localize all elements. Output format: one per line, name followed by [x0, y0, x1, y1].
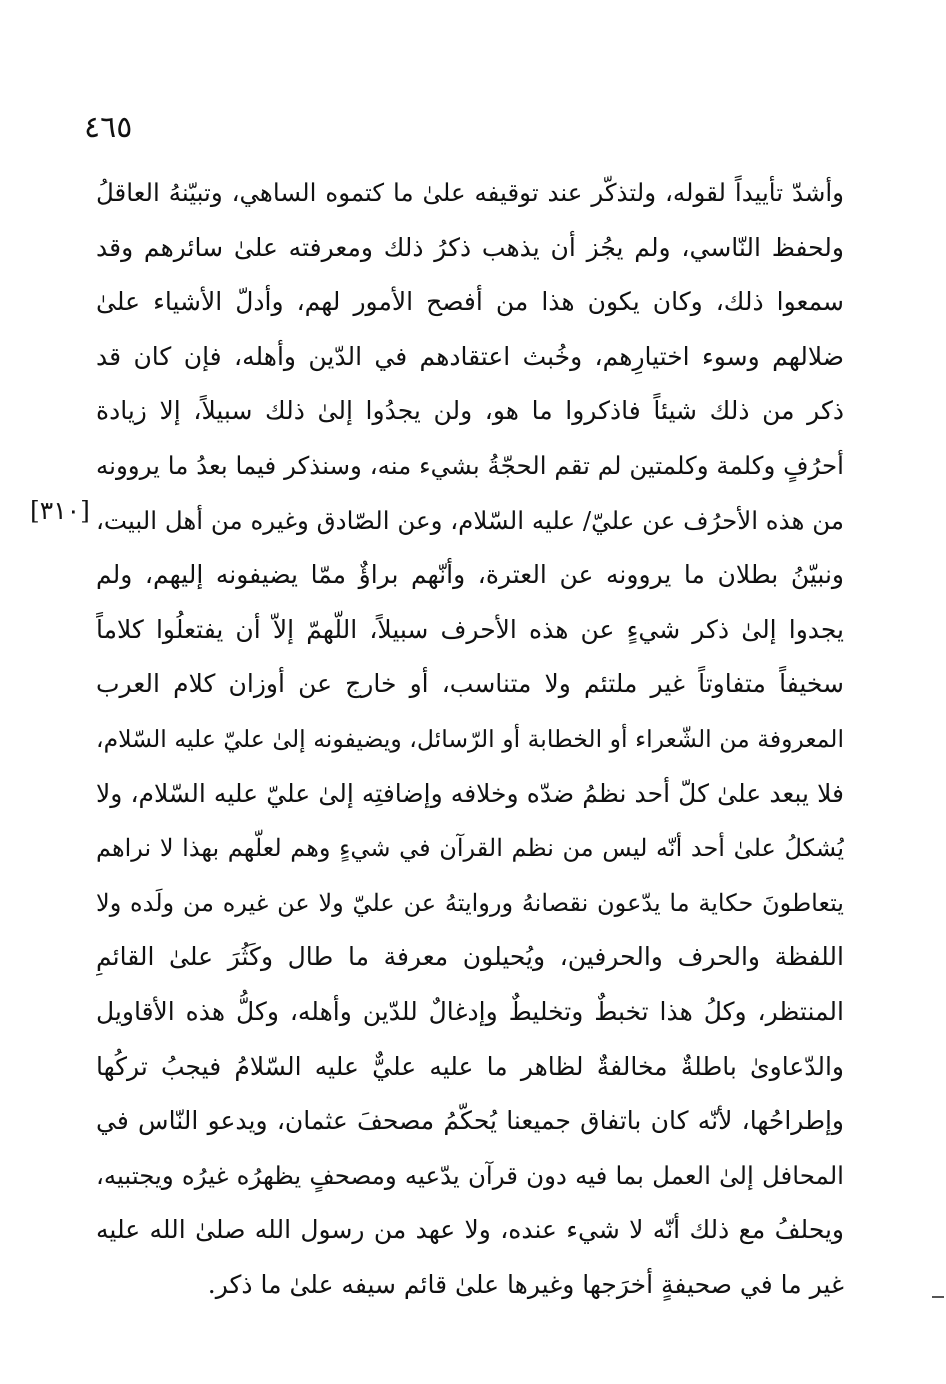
text-line: فلا يبعد علىٰ كلّ أحد نظمُ ضدّه وخلافه وإضافتِه إلىٰ عليّ عليه السّلام، ولا	[96, 778, 844, 808]
text-line: والدّعاوىٰ باطلةٌ مخالفةٌ لظاهر ما عليه عليٌّ عليه السّلامُ فيجبُ تركُها	[96, 1051, 844, 1081]
text-line: سخيفاً متفاوتاً غير ملتئم ولا متناسب، أو خارج عن أوزان كلام العرب	[96, 669, 844, 699]
text-line: وأشدّ تأييداً لقوله، ولتذكّر عند توقيفه علىٰ ما كتموه الساهي، وتبيّنهُ العاقلُ	[96, 178, 844, 207]
body-text	[96, 166, 844, 1312]
text-line: ونبيّنُ بطلان ما يروونه عن العترة، وأنّهم براؤٌ ممّا يضيفونه إليهم، ولم	[96, 560, 844, 590]
text-line: ضلالهم وسوء اختيارِهم، وخُبث اعتقادهم في الدّين وأهله، فإن كان قد	[96, 341, 844, 371]
text-line: يجدوا إلىٰ ذكر شيءٍ عن هذه الأحرف سبيلاً، اللّهمّ إلاّ أن يفتعلُوا كلاماً	[96, 614, 844, 644]
text-line: ذكر من ذلك شيئاً فاذكروا ما هو، ولن يجدُوا إلىٰ ذلك سبيلاً، إلا زيادة	[96, 396, 844, 426]
text-line: ويحلفُ مع ذلك أنّه لا شيء عنده، ولا عهد من رسول الله صلىٰ الله عليه	[96, 1215, 844, 1245]
page-number: ٤٦٥	[84, 110, 133, 145]
text-line: غير ما في صحيفةٍ أخرَجها وغيرها علىٰ قائم سيفه علىٰ ما ذكر.	[207, 1269, 844, 1299]
margin-page-reference: [٣١٠]	[30, 496, 90, 525]
text-line: يُشكلُ علىٰ أحد أنّه ليس من نظم القرآن في شيءٍ وهم لعلّهم بهذا لا نراهم	[96, 834, 844, 863]
text-line: يتعاطونَ حكاية ما يدّعون نقصانهُ وروايتهُ عن عليّ ولا عن غيره من ولَده ولا	[96, 888, 844, 917]
scan-edge-mark	[932, 1296, 944, 1298]
text-line: المعروفة من الشّعراء أو الخطابة أو الرّسائل، ويضيفونه إلىٰ عليّ عليه السّلام،	[96, 724, 844, 753]
text-line: المحافل إلىٰ العمل بما فيه دون قرآن يدّعيه ومصحفٍ يظهرُه غيرُه ويجتبيه،	[96, 1160, 844, 1190]
text-line: اللفظة والحرف والحرفين، ويُحيلون معرفة ما طال وكَثُرَ علىٰ القائمِ	[96, 942, 844, 972]
text-line: من هذه الأحرُف عن عليّ/ عليه السّلام، وعن الصّادق وغيره من أهل البيت،	[96, 505, 844, 535]
text-line: ولحفظ النّاسي، ولم يجُز أن يذهب ذكرُ ذلك ومعرفته علىٰ سائرهم وقد	[96, 232, 844, 262]
text-line: وإطراحُها، لأنّه كان باتفاق جميعنا يُحكّمُ مصحفَ عثمان، ويدعو النّاس في	[96, 1106, 844, 1136]
text-line: سمعوا ذلك، وكان يكون هذا من أفصح الأمور لهم، وأدلّ الأشياء علىٰ	[96, 287, 844, 317]
text-line: أحرُفٍ وكلمة وكلمتين لم تقم الحجّةُ بشيء منه، وسنذكر فيما بعدُ ما يروونه	[96, 450, 844, 480]
text-line: المنتظر، وكلُ هذا تخبطٌ وتخليطٌ وإدغالٌ للدّين وأهله، وكلُّ هذه الأقاويل	[96, 996, 844, 1026]
